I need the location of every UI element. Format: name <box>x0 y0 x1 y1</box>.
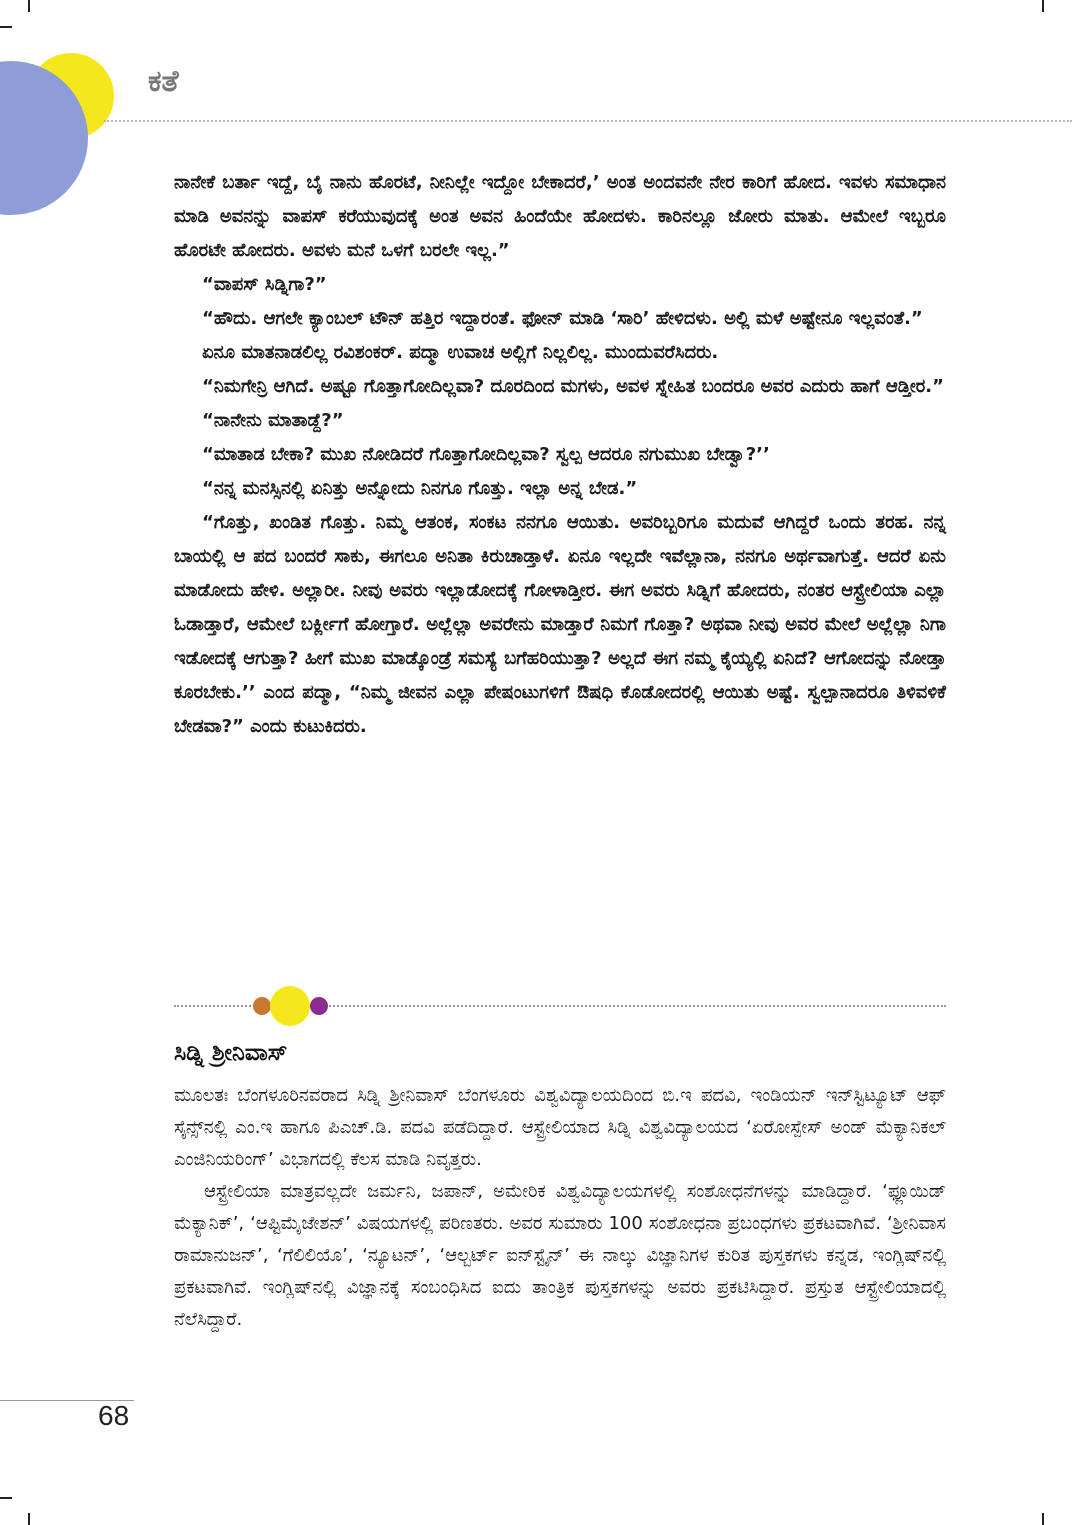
crop-mark-top-left <box>28 0 30 12</box>
story-paragraph: ನಾನೇಕೆ ಬರ್ತಾ ಇದ್ದೆ, ಬೈ ನಾನು ಹೊರಟೆ, ನೀನಿಲ್ಲೇ ಇದ್ದೋ ಬೇಕಾದರೆ,’ ಅಂತ ಅಂದವನೇ ನೇರ ಕಾರಿಗೆ ಹೋದ. ಇವಳು ಸಮಾಧಾನ ಮಾಡಿ ಅವನನ್ನು ವಾಪಸ್ ಕರೆಯುವುದಕ್ಕೆ ಅಂತ ಅವನ ಹಿಂದೆಯೇ ಹೋದಳು. ಕಾರಿನಲ್ಲೂ ಜೋರು ಮಾತು. ಆಮೇಲೆ ಇಬ್ಬರೂ ಹೊರಟೇ ಹೋದರು. ಅವಳು ಮನೆ ಒಳಗೆ ಬರಲೇ ಇಲ್ಲ.” <box>174 172 946 261</box>
author-name-heading: ಸಿಡ್ನಿ ಶ್ರೀನಿವಾಸ್ <box>174 1040 288 1066</box>
crop-mark-bottom-right <box>1042 1513 1044 1525</box>
story-paragraph: “ನನ್ನ ಮನಸ್ಸಿನಲ್ಲಿ ಏನಿತ್ತು ಅನ್ನೋದು ನಿನಗೂ ಗೊತ್ತು. ಇಲ್ಲಾ ಅನ್ನ ಬೇಡ.” <box>202 478 638 499</box>
author-bio <box>174 1080 946 1336</box>
story-paragraph: “ನಿಮಗೇನ್ರಿ ಆಗಿದೆ. ಅಷ್ಟೂ ಗೊತ್ತಾಗೋದಿಲ್ಲವಾ? ದೂರದಿಂದ ಮಗಳು, ಅವಳ ಸ್ನೇಹಿತ ಬಂದರೂ ಅವರ ಎದುರು ಹಾಗೆ ಆಡ್ತೀರ.” <box>202 376 944 397</box>
page-number: 68 <box>98 1400 130 1431</box>
bio-paragraph: ಮೂಲತಃ ಬೆಂಗಳೂರಿನವರಾದ ಸಿಡ್ನಿ ಶ್ರೀನಿವಾಸ್ ಬೆಂಗಳೂರು ವಿಶ್ವವಿದ್ಯಾಲಯದಿಂದ ಬಿ.ಇ ಪದವಿ, ಇಂಡಿಯನ್ ಇನ್‌ಸ್ಟಿಟ್ಯೂಟ್ ಆಫ್ ಸೈನ್ಸ್‌ನಲ್ಲಿ ಎಂ.ಇ ಹಾಗೂ ಪಿಎಚ್.ಡಿ. ಪದವಿ ಪಡೆದಿದ್ದಾರೆ. ಆಸ್ಟ್ರೇಲಿಯಾದ ಸಿಡ್ನಿ ವಿಶ್ವವಿದ್ಯಾಲಯದ ‘ಏರೋಸ್ಪೇಸ್ ಅಂಡ್ ಮೆಕ್ಯಾನಿಕಲ್ ಎಂಜಿನಿಯರಿಂಗ್’ ವಿಭಾಗದಲ್ಲಿ ಕೆಲಸ ಮಾಡಿ ನಿವೃತ್ತರು. <box>174 1085 946 1170</box>
crop-mark-top-left-side <box>0 26 12 28</box>
crop-mark-bottom-left <box>28 1513 30 1525</box>
crop-mark-bottom-left-side <box>0 1497 12 1499</box>
bio-paragraph: ಆಸ್ಟ್ರೇಲಿಯಾ ಮಾತ್ರವಲ್ಲದೇ ಜರ್ಮನಿ, ಜಪಾನ್, ಅಮೇರಿಕ ವಿಶ್ವವಿದ್ಯಾಲಯಗಳಲ್ಲಿ ಸಂಶೋಧನೆಗಳನ್ನು ಮಾಡಿದ್ದಾರೆ. ‘ಫ್ಲೂಯಿಡ್ ಮೆಕ್ಯಾನಿಕ್’, ‘ಆಪ್ಟಿಮೈಜೇಶನ್’ ವಿಷಯಗಳಲ್ಲಿ ಪರಿಣತರು. ಅವರ ಸುಮಾರು 100 ಸಂಶೋಧನಾ ಪ್ರಬಂಧಗಳು ಪ್ರಕಟವಾಗಿವೆ. ‘ಶ್ರೀನಿವಾಸ ರಾಮಾನುಜನ್’, ‘ಗೆಲಿಲಿಯೊ’, ‘ನ್ಯೂಟನ್’, ‘ಆಲ್ಬರ್ಟ್ ಐನ್‌ಸ್ಟೈನ್’ ಈ ನಾಲ್ಕು ವಿಜ್ಞಾನಿಗಳ ಕುರಿತ ಪುಸ್ತಕಗಳು ಕನ್ನಡ, ಇಂಗ್ಲಿಷ್‌ನಲ್ಲಿ ಪ್ರಕಟವಾಗಿವೆ. ಇಂಗ್ಲಿಷ್‌ನಲ್ಲಿ ವಿಜ್ಞಾನಕ್ಕೆ ಸಂಬಂಧಿಸಿದ ಐದು ತಾಂತ್ರಿಕ ಪುಸ್ತಕಗಳನ್ನು ಅವರು ಪ್ರಕಟಿಸಿದ್ದಾರೆ. ಪ್ರಸ್ತುತ ಆಸ್ಟ್ರೇಲಿಯಾದಲ್ಲಿ ನೆಲೆಸಿದ್ದಾರೆ. <box>174 1181 946 1330</box>
story-text <box>174 166 946 744</box>
section-label: ಕತೆ <box>148 64 179 99</box>
story-paragraph: “ನಾನೇನು ಮಾತಾಡ್ದೆ?” <box>202 410 344 431</box>
section-divider <box>174 984 946 1028</box>
header-dotted-rule <box>104 120 1072 122</box>
story-paragraph: “ಮಾತಾಡ ಬೇಕಾ? ಮುಖ ನೋಡಿದರೆ ಗೊತ್ತಾಗೋದಿಲ್ಲವಾ? ಸ್ವಲ್ಪ ಆದರೂ ನಗುಮುಖ ಬೇಡ್ವಾ?’’ <box>202 444 770 465</box>
story-paragraph: “ಗೊತ್ತು, ಖಂಡಿತ ಗೊತ್ತು. ನಿಮ್ಮ ಆತಂಕ, ಸಂಕಟ ನನಗೂ ಆಯಿತು. ಅವರಿಬ್ಬರಿಗೂ ಮದುವೆ ಆಗಿದ್ದರೆ ಒಂದು ತರಹ. ನನ್ನ ಬಾಯಲ್ಲಿ ಆ ಪದ ಬಂದರೆ ಸಾಕು, ಈಗಲೂ ಅನಿತಾ ಕಿರುಚಾಡ್ತಾಳೆ. ಏನೂ ಇಲ್ಲದೇ ಇವೆಲ್ಲಾನಾ, ನನಗೂ ಅರ್ಥವಾಗುತ್ತೆ. ಆದರೆ ಏನು ಮಾಡೋದು ಹೇಳಿ. ಅಲ್ಲಾರೀ. ನೀವು ಅವರು ಇಲ್ಲಾಡೋದಕ್ಕೆ ಗೋಳಾಡ್ತೀರ. ಈಗ ಅವರು ಸಿಡ್ನಿಗೆ ಹೋದರು, ನಂತರ ಆಸ್ಟ್ರೇಲಿಯಾ ಎಲ್ಲಾ ಓಡಾಡ್ತಾರೆ, ಆಮೇಲೆ ಬರ್ಕ್ಲೀಗೆ ಹೋಗ್ತಾರೆ. ಅಲ್ಲೆಲ್ಲಾ ಅವರೇನು ಮಾಡ್ತಾರೆ ನಿಮಗೆ ಗೊತ್ತಾ? ಅಥವಾ ನೀವು ಅವರ ಮೇಲೆ ಅಲ್ಲೆಲ್ಲಾ ನಿಗಾ ಇಡೋದಕ್ಕೆ ಆಗುತ್ತಾ? ಹೀಗೆ ಮುಖ ಮಾಡ್ಕೊಂಡ್ರೆ ಸಮಸ್ಯೆ ಬಗೆಹರಿಯುತ್ತಾ? ಅಲ್ಲದೆ ಈಗ ನಮ್ಮ ಕೈಯ್ಯಲ್ಲಿ ಏನಿದೆ? ಆಗೋದನ್ನು ನೋಡ್ತಾ ಕೂರಬೇಕು.’’ ಎಂದ ಪದ್ಮಾ, “ನಿಮ್ಮ ಜೀವನ ಎಲ್ಲಾ ಪೇಷಂಟುಗಳಿಗೆ ಔಷಧಿ ಕೊಡೋದರಲ್ಲಿ ಆಯಿತು ಅಷ್ಟೆ. ಸ್ವಲ್ಪಾನಾದರೂ ತಿಳಿವಳಿಕೆ ಬೇಡವಾ?” ಎಂದು ಕುಟುಕಿದರು. <box>174 512 946 737</box>
story-paragraph: “ವಾಪಸ್ ಸಿಡ್ನಿಗಾ?” <box>202 274 327 295</box>
story-paragraph: “ಹೌದು. ಆಗಲೇ ಕ್ಯಾಂಬಲ್ ಟೌನ್ ಹತ್ತಿರ ಇದ್ದಾರಂತೆ. ಫೋನ್ ಮಾಡಿ ‘ಸಾರಿ’ ಹೇಳಿದಳು. ಅಲ್ಲಿ ಮಳೆ ಅಷ್ಟೇನೂ ಇಲ್ಲವಂತೆ.” <box>202 308 923 329</box>
story-paragraph: ಏನೂ ಮಾತನಾಡಲಿಲ್ಲ ರವಿಶಂಕರ್. ಪದ್ಮಾ ಉವಾಚ ಅಲ್ಲಿಗೆ ನಿಲ್ಲಲಿಲ್ಲ. ಮುಂದುವರೆಸಿದರು. <box>202 342 719 363</box>
divider-purple-dot <box>310 997 328 1015</box>
divider-orange-dot <box>253 997 271 1015</box>
crop-mark-top-right <box>1042 0 1044 12</box>
divider-yellow-dot <box>270 986 310 1026</box>
